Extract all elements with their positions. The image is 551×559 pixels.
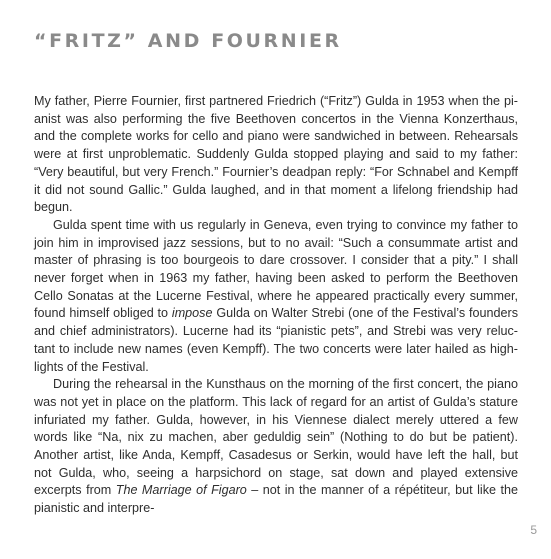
italic-text-run: The Marriage of Figaro [115, 483, 247, 498]
page-number: 5 [530, 523, 537, 537]
paragraph [34, 93, 518, 217]
paragraph [34, 376, 518, 518]
text-run: During the rehearsal in the Kunsthaus on the morning of the first concert, the piano was not yet in place on the platform. This lack of regard for an artist of Gulda’s stature infuriated my father. Gulda, however, in his Viennese dialect merely uttered a few words like “Na, nix zu machen, aber geduldig sein” (Nothing to do but be patient). Another artist, like Anda, Kempff, Casadesus or Serkin, would have left the hall, but not Gulda, who, seeing a harpsichord on stage, sat down and played extensive excerpts from [34, 377, 518, 498]
text-run: Gulda spent time with us regularly in Geneva, even trying to convince my father to join him in improvised jazz sessions, but to no avail: “Such a consummate artist and master of phrasing is too bourgeois to dare crossover. I consider that a pity.” I shall never forget when in 1963 my father, having been asked to perform the Beethoven Cello Sonatas at the Lucerne Festival, where he appeared practically every summer, found himself obliged to [34, 217, 518, 321]
body-text [34, 93, 518, 518]
text-run: Gulda on Walter Strebi (one of the Festival’s founders and chief administrators). Lucerne had its “pianistic pets”, and Strebi was very reluc-tant to include new names (even Kempff). The two concerts were later hailed as high-lights of the Festival. [34, 306, 518, 374]
text-run: – not in the manner of a répétiteur, but like the pianistic and interpre- [34, 483, 519, 516]
paragraph [34, 217, 518, 376]
section-heading: “FRITZ” AND FOURNIER [34, 30, 342, 52]
italic-text-run: impose [171, 306, 213, 321]
text-run: My father, Pierre Fournier, first partnered Friedrich (“Fritz”) Gulda in 1953 when the pi-anist was also performing the five Beethoven concertos in the Vienna Konzerthaus, and the complete works for cello and piano were sandwiched in between. Rehearsals were at first unproblematic. Suddenly Gulda stopped playing and said to my father: “Very beautiful, but very French.” Fournier’s deadpan reply: “For Schnabel and Kempff it did not sound Gallic.” Gulda laughed, and in that moment a lifelong friendship had begun. [34, 94, 518, 215]
